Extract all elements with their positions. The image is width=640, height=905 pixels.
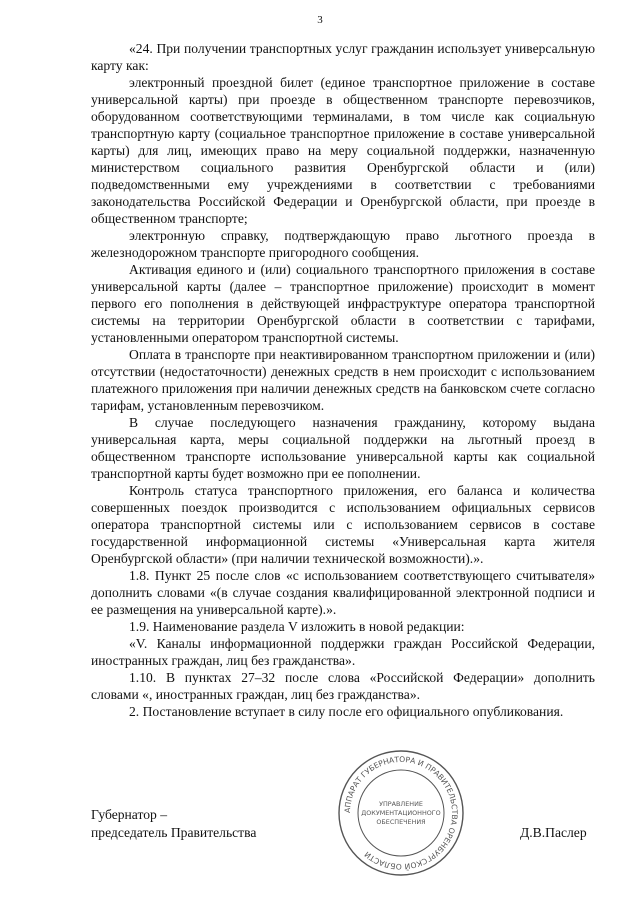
official-stamp	[336, 748, 466, 878]
paragraph: 1.8. Пункт 25 после слов «с использованием соответствующего считывателя» дополнить словами «(в случае создания квалифицированной электронной подписи и ее размещения на универсальной карте).».	[91, 568, 595, 617]
signatory-title	[91, 806, 256, 842]
paragraph: «24. При получении транспортных услуг гражданин использует универсальную карту как:	[91, 41, 595, 73]
paragraph: 1.10. В пунктах 27–32 после слова «Российской Федерации» дополнить словами «, иностранных граждан, лиц без гражданства».	[91, 670, 595, 702]
signatory-title-line: Губернатор –	[91, 807, 168, 822]
paragraph: электронный проездной билет (единое транспортное приложение в составе универсальной карты) при проезде в общественном транспорте перевозчиков, оборудованном соответствующими терминалами, в том числе как социальную транспортную карту (социальное транспортное приложение в составе универсальной карты) для лиц, имеющих право на меру социальной поддержки, назначенную министерством социального развития Оренбургской области и (или) подведомственными ему учреждениями в соответствии с требованиями законодательства Российской Федерации и Оренбургской области, при проезде в общественном транспорте;	[91, 75, 595, 226]
page-number: 3	[317, 14, 323, 26]
paragraph: Контроль статуса транспортного приложения, его баланса и количества совершенных поездок производится с использованием официальных сервисов оператора транспортной системы или с использованием сервисов в составе государственной информационной системы «Универсальная карта жителя Оренбургской области» (при наличии технической возможности).».	[91, 483, 595, 566]
paragraph: «V. Каналы информационной поддержки граждан Российской Федерации, иностранных граждан, лиц без гражданства».	[91, 636, 595, 668]
stamp-text-line: ДОКУМЕНТАЦИОННОГО	[361, 809, 441, 817]
stamp-text-line: УПРАВЛЕНИЕ	[379, 800, 423, 808]
document-body	[91, 40, 595, 720]
paragraph: 2. Постановление вступает в силу после его официального опубликования.	[129, 704, 564, 719]
stamp-ring-text: АППАРАТ ГУБЕРНАТОРА И ПРАВИТЕЛЬСТВА ОРЕНБУРГСКОЙ ОБЛАСТИ	[342, 754, 460, 872]
paragraph: Активация единого и (или) социального транспортного приложения в составе универсальной карты (далее – транспортное приложение) происходит в момент первого его пополнения в действующей инфраструктуре оператора транспортной системы на территории Оренбургской области в соответствии с тарифами, установленными оператором транспортной системы.	[91, 262, 595, 345]
stamp-text-line: ОБЕСПЕЧЕНИЯ	[376, 818, 426, 826]
paragraph: Оплата в транспорте при неактивированном транспортном приложении и (или) отсутствии (недостаточности) денежных средств в нем происходит с использованием платежного приложения при наличии денежных средств на банковском счете согласно тарифам, установленным перевозчиком.	[91, 347, 595, 413]
paragraph: электронную справку, подтверждающую право льготного проезда в железнодорожном транспорте пригородного сообщения.	[91, 228, 595, 260]
paragraph: В случае последующего назначения гражданину, которому выдана универсальная карта, меры социальной поддержки на льготный проезд в общественном транспорте использование универсальной карты как социальной транспортной карты будет возможно при ее пополнении.	[91, 415, 595, 481]
signatory-title-line: председатель Правительства	[91, 825, 257, 840]
signatory-name: Д.В.Паслер	[520, 825, 587, 840]
paragraph: 1.9. Наименование раздела V изложить в новой редакции:	[129, 619, 465, 634]
